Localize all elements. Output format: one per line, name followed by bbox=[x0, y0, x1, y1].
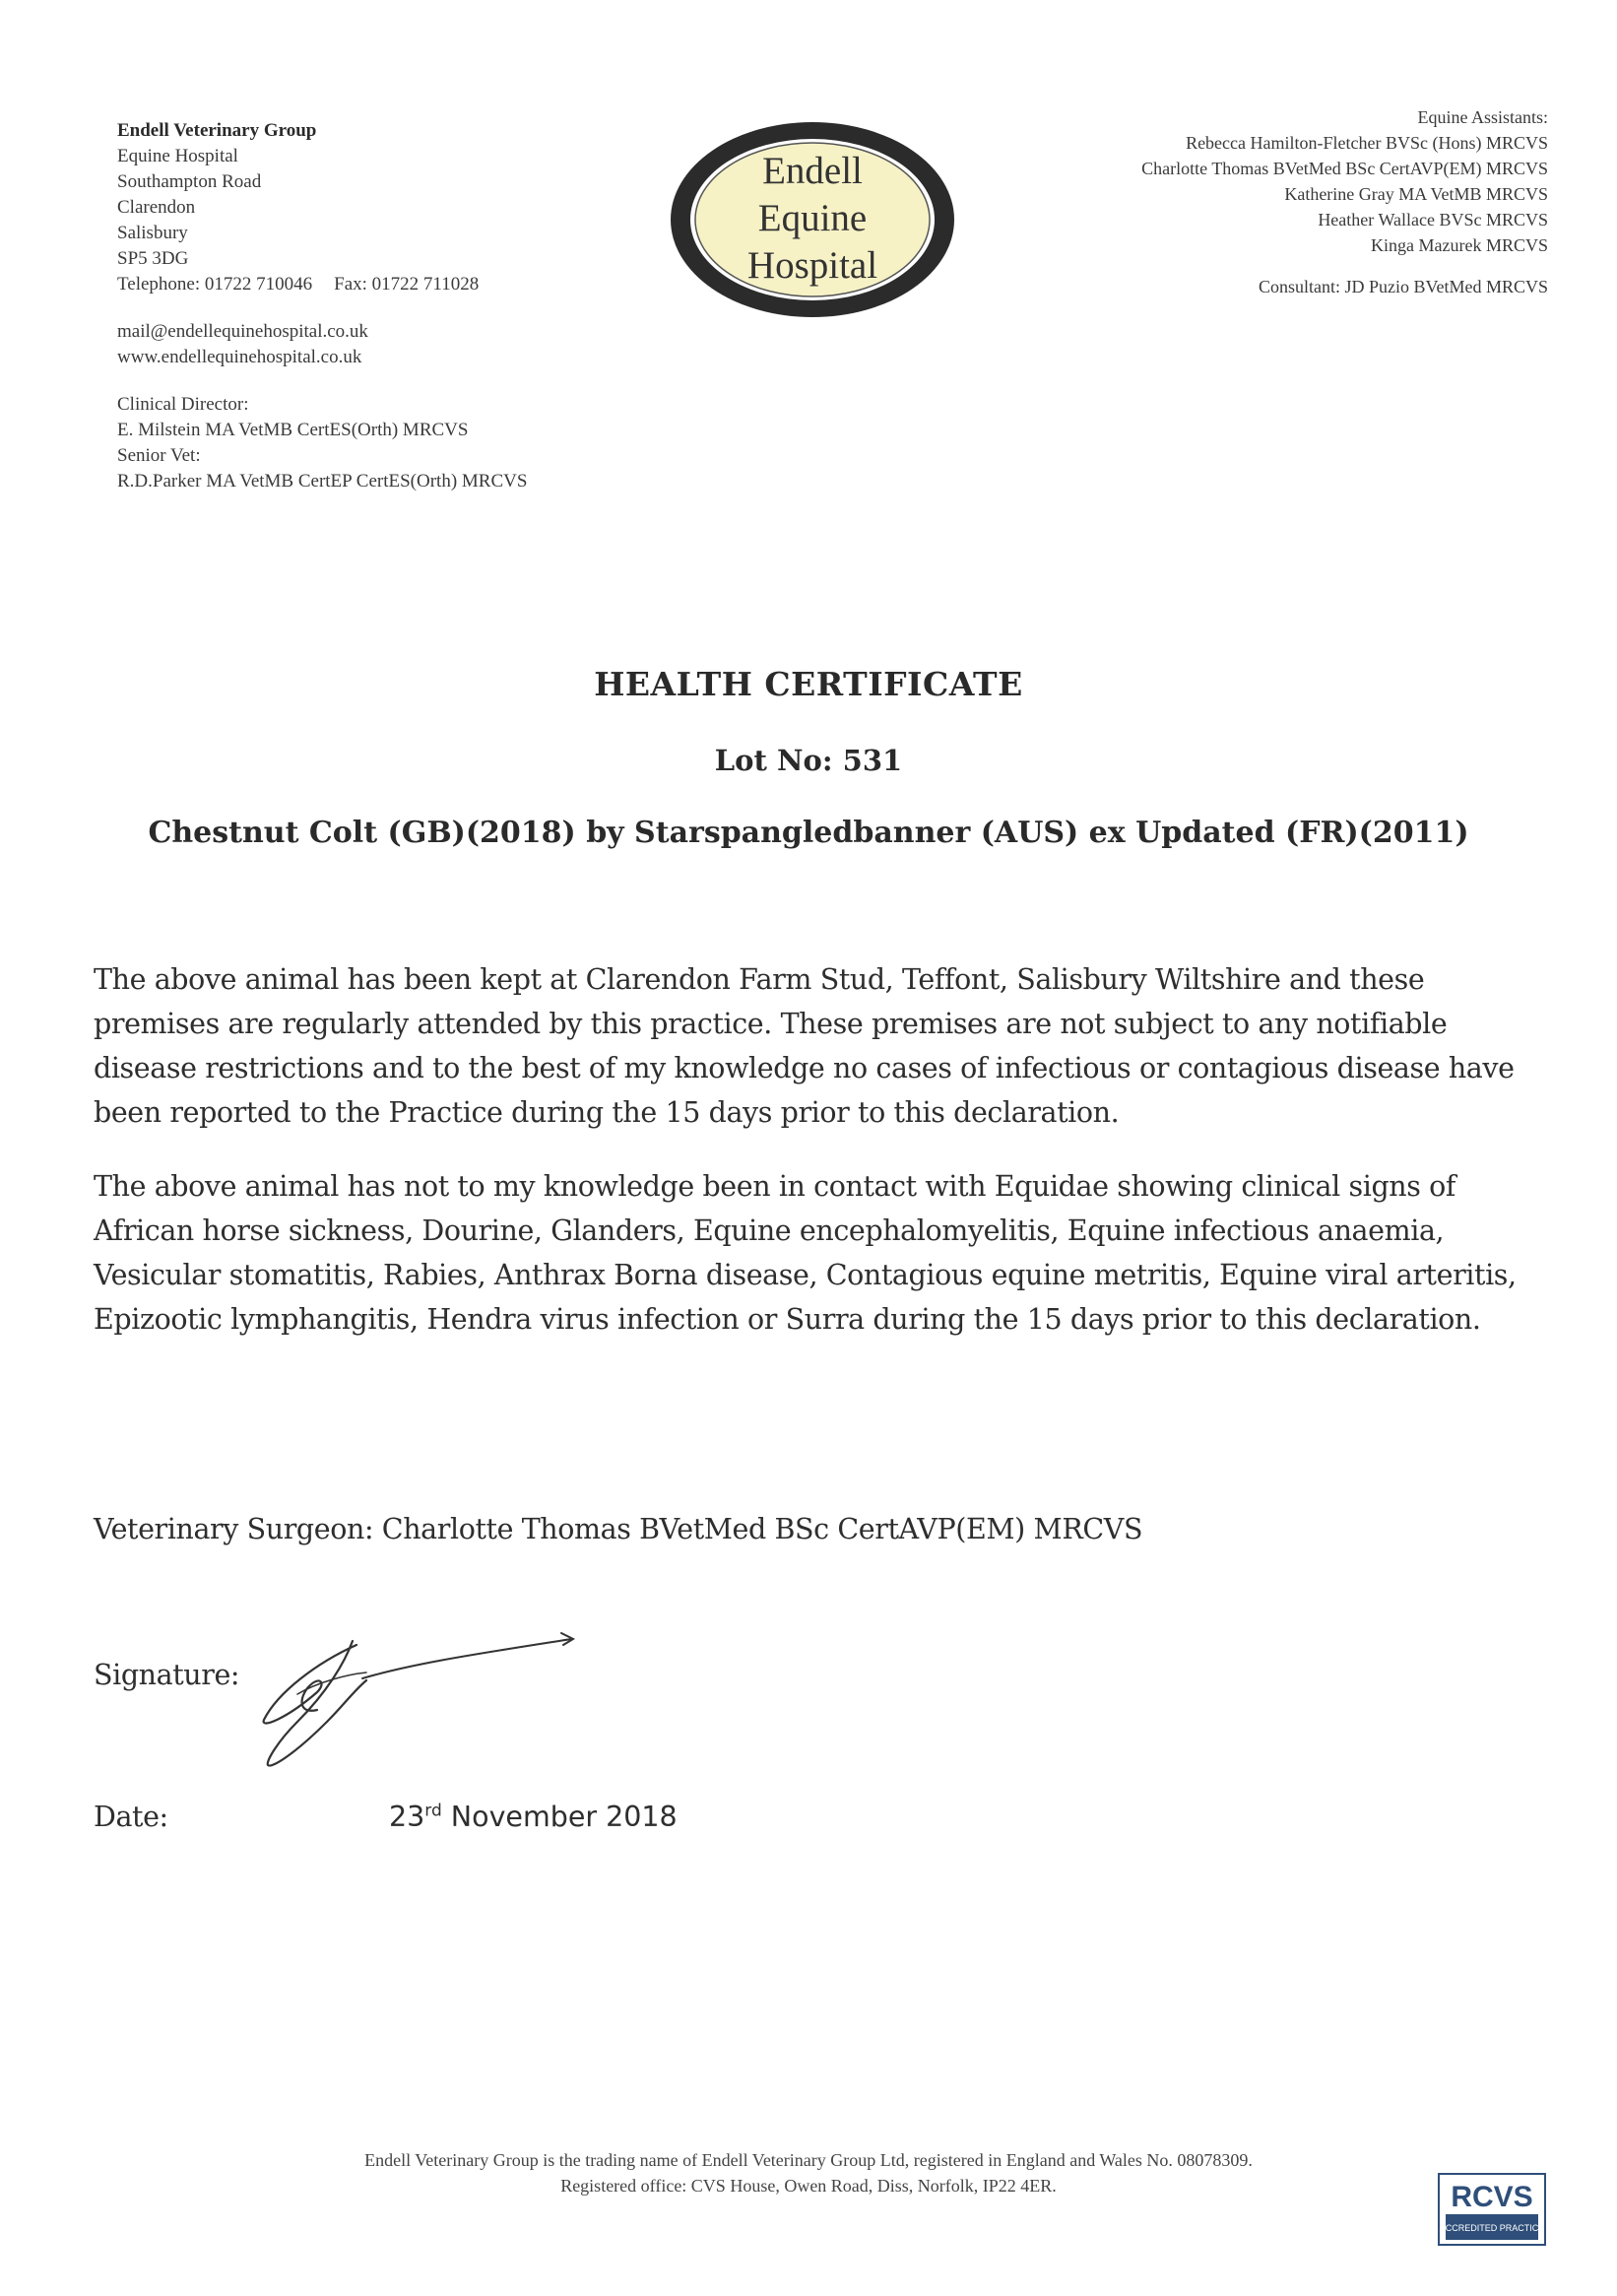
logo-line: Equine bbox=[757, 197, 868, 239]
telephone: Telephone: 01722 710046 bbox=[117, 274, 313, 295]
assistant-name: Rebecca Hamilton-Fletcher BVSc (Hons) MRCVS bbox=[1186, 133, 1548, 153]
handwritten-signature-icon bbox=[258, 1623, 583, 1771]
address-line: Southampton Road bbox=[117, 171, 262, 192]
staff-list bbox=[938, 104, 1548, 299]
footer bbox=[0, 2147, 1617, 2198]
phone-fax-line bbox=[117, 272, 629, 297]
address-line: Equine Hospital bbox=[117, 146, 238, 166]
address-line: Clarendon bbox=[117, 197, 196, 218]
assistant-name: Katherine Gray MA VetMB MRCVS bbox=[1284, 184, 1548, 204]
assistant-name: Charlotte Thomas BVetMed BSc CertAVP(EM) MRCVS bbox=[1141, 159, 1548, 178]
address-line: SP5 3DG bbox=[117, 248, 189, 269]
hospital-logo bbox=[667, 118, 958, 321]
rcvs-badge-caption: ACCREDITED PRACTICE bbox=[1439, 2223, 1545, 2233]
assistants-label: Equine Assistants: bbox=[1417, 107, 1548, 127]
date-label: Date: bbox=[94, 1801, 168, 1833]
clinical-director: E. Milstein MA VetMB CertES(Orth) MRCVS bbox=[117, 420, 469, 440]
email-link[interactable]: mail@endellequinehospital.co.uk bbox=[117, 321, 368, 342]
website-link[interactable]: www.endellequinehospital.co.uk bbox=[117, 347, 362, 367]
logo-line: Hospital bbox=[746, 244, 878, 287]
practice-name: Endell Veterinary Group bbox=[117, 120, 317, 141]
veterinary-surgeon: Veterinary Surgeon: Charlotte Thomas BVetMed BSc CertAVP(EM) MRCVS bbox=[94, 1513, 1143, 1545]
senior-vet: R.D.Parker MA VetMB CertEP CertES(Orth) MRCVS bbox=[117, 471, 528, 492]
practice-contact-block bbox=[117, 118, 629, 494]
signature-label: Signature: bbox=[94, 1659, 240, 1691]
rcvs-accreditation-badge bbox=[1438, 2173, 1546, 2246]
logo-line: Endell bbox=[762, 150, 863, 192]
senior-vet-label: Senior Vet: bbox=[117, 445, 201, 466]
clinical-director-label: Clinical Director: bbox=[117, 394, 249, 415]
horse-description: Chestnut Colt (GB)(2018) by Starspangledbanner (AUS) ex Updated (FR)(2011) bbox=[148, 816, 1469, 850]
lot-number: Lot No: 531 bbox=[714, 744, 903, 777]
declaration-paragraph-1: The above animal has been kept at Clarendon Farm Stud, Teffont, Salisbury Wiltshire and these premises are regularly attended by this practice. These premises are not subject to any notifiable disease restrictions and to the best of my knowledge no cases of infectious or contagious disease have been reported to the Practice during the 15 days prior to this declaration. bbox=[94, 963, 1515, 1129]
consultant: Consultant: JD Puzio BVetMed MRCVS bbox=[1258, 277, 1548, 296]
fax: Fax: 01722 711028 bbox=[334, 274, 480, 295]
footer-office: Registered office: CVS House, Owen Road, Diss, Norfolk, IP22 4ER. bbox=[560, 2176, 1057, 2196]
footer-registration: Endell Veterinary Group is the trading name of Endell Veterinary Group Ltd, registered in England and Wales No. 08078309. bbox=[364, 2150, 1253, 2170]
certificate-title: HEALTH CERTIFICATE bbox=[594, 665, 1023, 703]
certificate-date: 23rd November 2018 bbox=[389, 1801, 678, 1833]
rcvs-badge-text: RCVS bbox=[1451, 2181, 1533, 2213]
assistant-name: Kinga Mazurek MRCVS bbox=[1371, 235, 1548, 255]
assistant-name: Heather Wallace BVSc MRCVS bbox=[1318, 210, 1548, 230]
address-line: Salisbury bbox=[117, 223, 188, 243]
declaration-paragraph-2: The above animal has not to my knowledge been in contact with Equidae showing clinical signs of African horse sickness, Dourine, Glanders, Equine encephalomyelitis, Equine infectious anaemia, Vesicular stomatitis, Rabies, Anthrax Borna disease, Contagious equine metritis, Equine viral arteritis, Epizootic lymphangitis, Hendra virus infection or Surra during the 15 days prior to this declaration. bbox=[94, 1170, 1517, 1336]
